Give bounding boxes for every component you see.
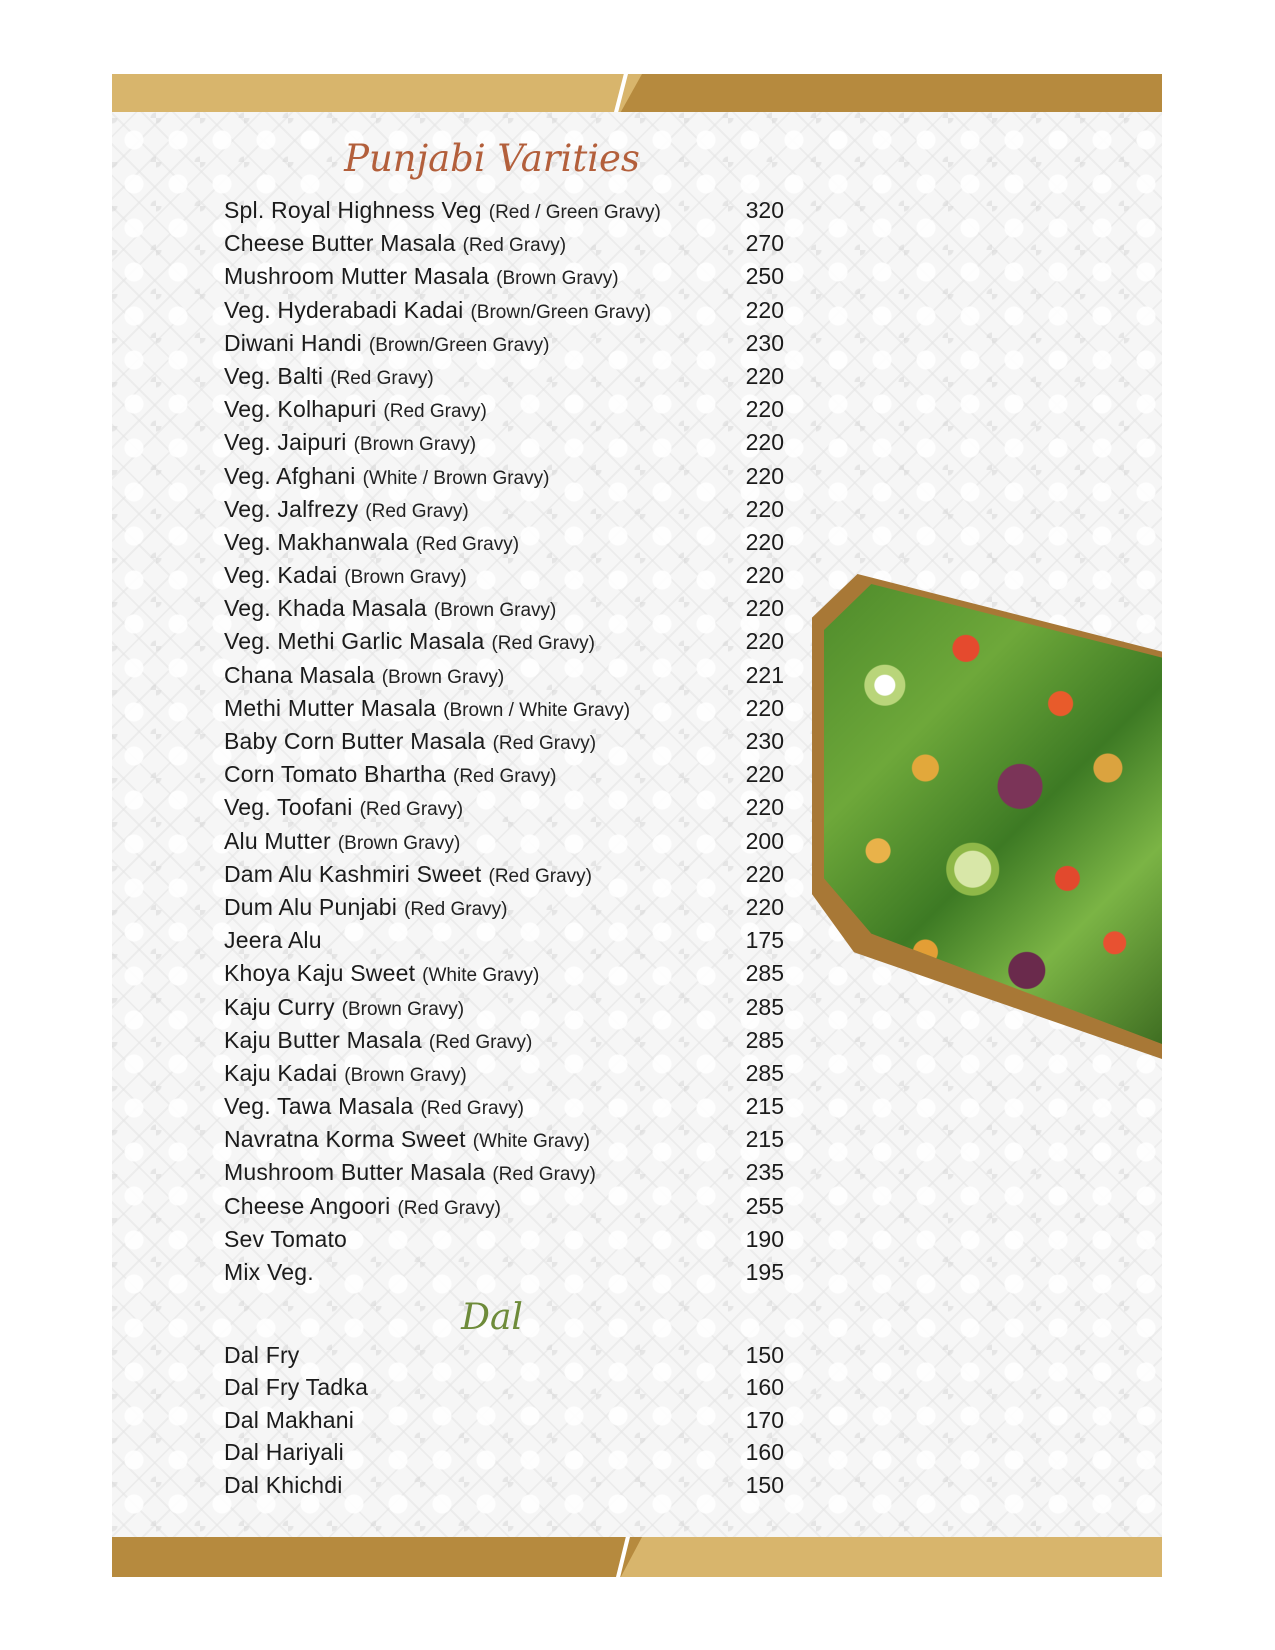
menu-item <box>224 327 784 360</box>
menu-item <box>224 1057 784 1090</box>
menu-item <box>224 1256 784 1289</box>
menu-item-name: Navratna Korma Sweet <box>224 1126 466 1153</box>
menu-item-gravy-note: (Red / Green Gravy) <box>488 202 661 223</box>
menu-item <box>224 625 784 658</box>
menu-item-gravy-note: (White Gravy) <box>472 1131 590 1153</box>
menu-item-name: Veg. Kolhapuri <box>224 396 377 423</box>
menu-item-gravy-note: (Brown/Green Gravy) <box>470 301 652 323</box>
menu-item <box>224 991 784 1024</box>
menu-item-price: 200 <box>745 827 784 854</box>
menu-item-gravy-note: (Red Gravy) <box>397 1197 501 1219</box>
menu-item-price: 230 <box>745 728 784 754</box>
menu-item-price: 230 <box>745 329 784 356</box>
menu-item-price: 220 <box>745 495 784 522</box>
menu-item-price: 285 <box>745 993 784 1020</box>
menu-item-gravy-note: (Red Gravy) <box>453 766 557 788</box>
menu-item-gravy-note: (Brown Gravy) <box>381 666 505 688</box>
menu-item-name: Veg. Khada Masala <box>224 595 427 622</box>
menu-item <box>224 1404 784 1436</box>
menu-item-gravy-note: (White Gravy) <box>422 965 540 987</box>
menu-item-gravy-note: (Red Gravy) <box>488 865 592 887</box>
menu-item-name: Sev Tomato <box>224 1225 348 1252</box>
menu-item <box>224 1469 784 1501</box>
menu-item-price: 190 <box>745 1225 784 1252</box>
menu-item <box>224 659 784 692</box>
menu-item <box>224 393 784 426</box>
menu-item <box>224 1339 784 1371</box>
menu-item-name: Veg. Tawa Masala <box>224 1093 414 1120</box>
menu-item-gravy-note: (Red Gravy) <box>359 799 464 821</box>
menu-item-gravy-note: (Red Gravy) <box>420 1098 524 1120</box>
menu-item-price: 320 <box>745 197 784 223</box>
menu-item-price: 220 <box>745 694 784 721</box>
menu-list-dal <box>224 1339 784 1501</box>
menu-item-name: Kaju Kadai <box>224 1059 338 1086</box>
menu-item-name: Veg. Toofani <box>224 794 353 821</box>
menu-item-name: Veg. Methi Garlic Masala <box>224 628 485 655</box>
menu-item-gravy-note: (Brown / White Gravy) <box>443 699 631 721</box>
top-gold-band <box>112 74 1162 112</box>
menu-item-name: Veg. Balti <box>224 362 324 389</box>
menu-item-price: 220 <box>745 761 784 788</box>
menu-item-name: Jeera Alu <box>224 927 322 954</box>
menu-item <box>224 758 784 791</box>
menu-item-price: 270 <box>745 230 784 257</box>
menu-item-price: 150 <box>745 1342 784 1368</box>
menu-item-name: Alu Mutter <box>224 827 331 854</box>
menu-item-price: 285 <box>745 1026 784 1053</box>
menu-item-price: 220 <box>745 396 784 423</box>
menu-item <box>224 1024 784 1057</box>
menu-item-gravy-note: (Red Gravy) <box>492 1164 596 1186</box>
menu-item-name: Veg. Makhanwala <box>224 528 409 555</box>
menu-item-price: 150 <box>745 1471 784 1498</box>
menu-item-gravy-note: (Red Gravy) <box>492 733 597 754</box>
menu-item <box>224 825 784 858</box>
menu-item <box>224 526 784 559</box>
menu-item-gravy-note: (Brown Gravy) <box>344 567 467 589</box>
menu-item-name: Chana Masala <box>224 661 375 688</box>
menu-item-name: Khoya Kaju Sweet <box>224 960 416 987</box>
menu-item-price: 220 <box>745 429 784 456</box>
menu-item <box>224 1190 784 1223</box>
menu-item-name: Mix Veg. <box>224 1259 314 1285</box>
menu-item-gravy-note: (Red Gravy) <box>383 401 487 423</box>
menu-item-name: Dal Makhani <box>224 1406 355 1433</box>
menu-item-gravy-note: (Brown Gravy) <box>337 832 461 854</box>
menu-item <box>224 227 784 260</box>
menu-item <box>224 1090 784 1123</box>
menu-item <box>224 493 784 526</box>
menu-item-name: Corn Tomato Bhartha <box>224 761 446 788</box>
menu-item <box>224 1223 784 1256</box>
menu-item-name: Dal Hariyali <box>224 1439 344 1466</box>
menu-item-name: Veg. Kadai <box>224 562 338 589</box>
menu-item-name: Cheese Angoori <box>224 1192 391 1219</box>
menu-item-gravy-note: (Brown Gravy) <box>344 1064 467 1086</box>
section-title-punjabi: Punjabi Varities <box>344 137 640 180</box>
menu-item-price: 235 <box>745 1159 784 1186</box>
menu-page <box>112 74 1162 1577</box>
menu-item <box>224 559 784 592</box>
menu-item-gravy-note: (White / Brown Gravy) <box>362 467 550 489</box>
menu-item-price: 220 <box>745 296 784 323</box>
menu-item <box>224 791 784 824</box>
bottom-band-dark-segment <box>112 1537 642 1577</box>
menu-item-gravy-note: (Red Gravy) <box>491 633 595 655</box>
menu-item-gravy-note: (Red Gravy) <box>462 235 567 257</box>
menu-item <box>224 725 784 758</box>
menu-item-price: 220 <box>745 595 784 622</box>
menu-item-name: Diwani Handi <box>224 329 362 356</box>
menu-item-name: Mushroom Butter Masala <box>224 1159 486 1186</box>
menu-item-name: Dal Fry <box>224 1342 300 1368</box>
menu-item-price: 221 <box>745 661 784 688</box>
menu-item <box>224 294 784 327</box>
menu-item-price: 220 <box>745 893 784 920</box>
menu-item <box>224 1156 784 1189</box>
menu-list-punjabi <box>224 194 784 1289</box>
menu-item-price: 285 <box>745 1059 784 1086</box>
menu-item-price: 170 <box>745 1406 784 1433</box>
menu-item-price: 220 <box>745 794 784 821</box>
menu-item-price: 160 <box>745 1374 784 1401</box>
menu-item-name: Cheese Butter Masala <box>224 230 456 257</box>
menu-item-price: 250 <box>745 263 784 290</box>
menu-item-gravy-note: (Brown/Green Gravy) <box>368 334 550 356</box>
menu-item-gravy-note: (Brown Gravy) <box>433 600 557 622</box>
menu-item-gravy-note: (Red Gravy) <box>404 898 508 920</box>
menu-item <box>224 858 784 891</box>
menu-item <box>224 1436 784 1468</box>
menu-item-name: Baby Corn Butter Masala <box>224 728 486 754</box>
menu-item-price: 220 <box>745 628 784 655</box>
menu-item <box>224 924 784 957</box>
menu-item-name: Kaju Curry <box>224 993 335 1020</box>
menu-item-gravy-note: (Red Gravy) <box>330 367 434 389</box>
menu-item-name: Veg. Jaipuri <box>224 429 347 456</box>
menu-item-gravy-note: (Brown Gravy) <box>353 434 477 456</box>
menu-item <box>224 194 784 227</box>
salad-photo <box>824 584 1162 1044</box>
menu-item-gravy-note: (Brown Gravy) <box>341 998 465 1020</box>
menu-item-name: Dum Alu Punjabi <box>224 893 398 920</box>
menu-item-gravy-note: (Red Gravy) <box>415 533 520 555</box>
menu-item-price: 215 <box>745 1126 784 1153</box>
menu-item-name: Dal Fry Tadka <box>224 1374 369 1401</box>
menu-item <box>224 1123 784 1156</box>
menu-item <box>224 957 784 990</box>
menu-item <box>224 360 784 393</box>
menu-item-price: 255 <box>745 1192 784 1219</box>
menu-item-name: Kaju Butter Masala <box>224 1026 422 1053</box>
menu-item <box>224 592 784 625</box>
menu-item <box>224 692 784 725</box>
menu-item-price: 220 <box>745 562 784 589</box>
menu-item <box>224 426 784 459</box>
menu-item-price: 175 <box>745 927 784 954</box>
menu-item <box>224 260 784 293</box>
menu-item <box>224 460 784 493</box>
menu-item <box>224 1371 784 1403</box>
menu-item-name: Dam Alu Kashmiri Sweet <box>224 860 482 887</box>
menu-item-price: 195 <box>745 1259 784 1285</box>
menu-item-price: 285 <box>745 960 784 987</box>
menu-item-gravy-note: (Brown Gravy) <box>496 268 619 290</box>
menu-item-price: 220 <box>745 860 784 887</box>
menu-item-name: Spl. Royal Highness Veg <box>224 197 482 223</box>
menu-item-name: Veg. Afghani <box>224 462 356 489</box>
menu-item <box>224 891 784 924</box>
menu-item-name: Veg. Jalfrezy <box>224 495 359 522</box>
menu-item-gravy-note: (Red Gravy) <box>365 500 469 522</box>
menu-item-price: 220 <box>745 362 784 389</box>
bottom-gold-band <box>112 1537 1162 1577</box>
menu-item-price: 160 <box>745 1439 784 1466</box>
menu-item-gravy-note: (Red Gravy) <box>428 1031 533 1053</box>
menu-item-price: 220 <box>745 462 784 489</box>
menu-item-name: Dal Khichdi <box>224 1471 343 1498</box>
menu-item-name: Mushroom Mutter Masala <box>224 263 490 290</box>
section-title-dal: Dal <box>461 1297 523 1338</box>
top-band-light-segment <box>112 74 642 112</box>
menu-item-name: Veg. Hyderabadi Kadai <box>224 296 464 323</box>
menu-item-name: Methi Mutter Masala <box>224 694 437 721</box>
menu-item-price: 215 <box>745 1093 784 1120</box>
menu-item-price: 220 <box>745 528 784 555</box>
